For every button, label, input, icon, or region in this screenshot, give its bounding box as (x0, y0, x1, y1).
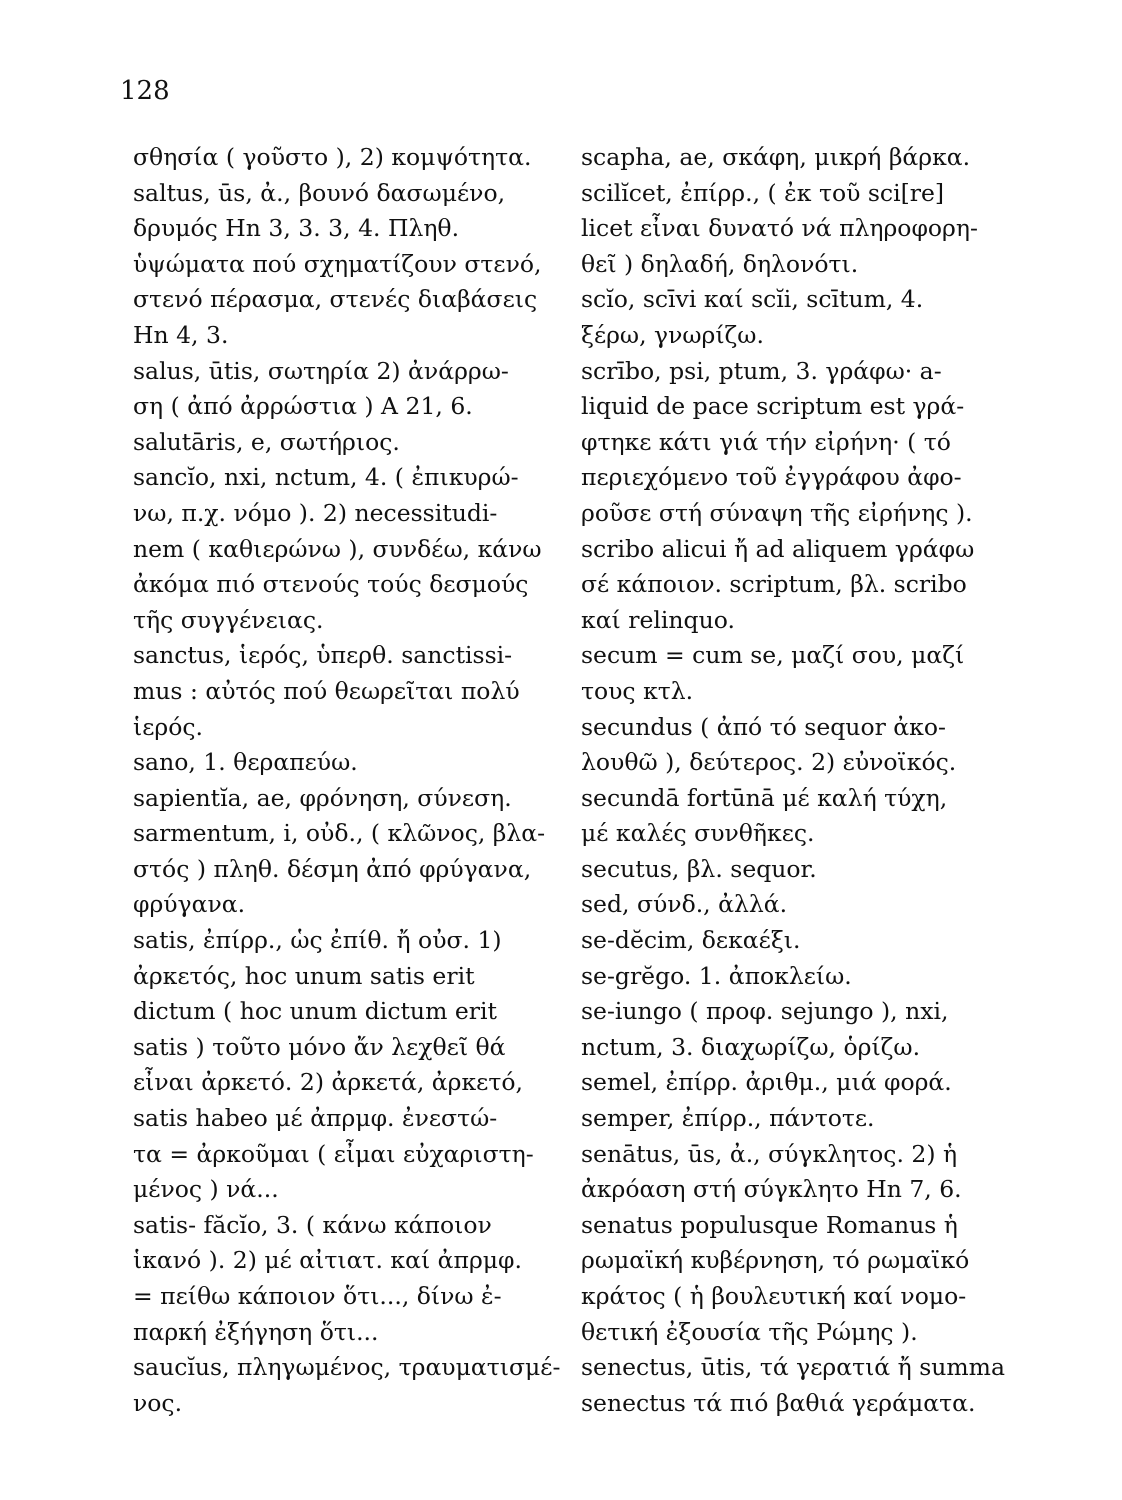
dictionary-line: καί relinquo. (581, 605, 735, 634)
dictionary-line: τῆς συγγένειας. (133, 605, 324, 634)
dictionary-line: περιεχόμενο τοῦ ἐγγράφου ἀφο- (581, 463, 962, 492)
dictionary-line: σθησία ( γοῦστο ), 2) κομψότητα. (133, 143, 532, 171)
dictionary-line: θετική ἐξουσία τῆς Ρώμης ). (581, 1317, 918, 1346)
dictionary-line: scribo alicui ἤ ad aliquem γράφω (581, 534, 975, 563)
dictionary-line: se-grĕgo. 1. ἀποκλείω. (581, 961, 852, 990)
right-column (581, 140, 1051, 1421)
dictionary-line: sano, 1. θεραπεύω. (133, 748, 358, 777)
dictionary-line: λουθῶ ), δεύτερος. 2) εὐνοϊκός. (581, 748, 957, 777)
page-number: 128 (120, 76, 170, 106)
dictionary-line: saucĭus, πληγωμένος, τραυματισμέ- (133, 1353, 561, 1382)
dictionary-line: = πείθω κάποιον ὅτι..., δίνω ἐ- (133, 1282, 502, 1310)
dictionary-line: mus : αὐτός πού θεωρεῖται πολύ (133, 676, 520, 705)
dictionary-line: ξέρω, γνωρίζω. (581, 320, 764, 349)
dictionary-line: sed, σύνδ., ἀλλά. (581, 890, 788, 919)
dictionary-line: παρκή ἐξήγηση ὅτι... (133, 1317, 379, 1346)
dictionary-line: se-dĕcim, δεκαέξι. (581, 926, 801, 955)
dictionary-line: Hn 4, 3. (133, 320, 229, 349)
dictionary-line: ση ( ἀπό ἀρρώστια ) A 21, 6. (133, 392, 473, 421)
dictionary-line: nem ( καθιερώνω ), συνδέω, κάνω (133, 534, 542, 563)
dictionary-line: satis habeo μέ ἀπρμφ. ἐνεστώ- (133, 1104, 498, 1133)
dictionary-line: semel, ἐπίρρ. ἀριθμ., μιά φορά. (581, 1068, 952, 1097)
dictionary-line: ἀρκετός, hoc unum satis erit (133, 961, 475, 990)
dictionary-line: ἱκανό ). 2) μέ αἰτιατ. καί ἀπρμφ. (133, 1246, 522, 1275)
dictionary-line: φρύγανα. (133, 890, 246, 919)
dictionary-line: secum = cum se, μαζί σου, μαζί (581, 641, 965, 670)
dictionary-line: se-iungo ( προφ. sejungo ), nxi, (581, 997, 949, 1026)
dictionary-line: σέ κάποιον. scriptum, βλ. scribo (581, 570, 967, 599)
dictionary-line: ροῦσε στή σύναψη τῆς εἰρήνης ). (581, 498, 973, 527)
dictionary-line: secundus ( ἀπό τό sequor ἀκο- (581, 712, 946, 741)
left-column (133, 140, 561, 1421)
dictionary-line: sanctus, ἱερός, ὑπερθ. sanctissi- (133, 641, 513, 670)
dictionary-line: τα = ἀρκοῦμαι ( εἶμαι εὐχαριστη- (133, 1139, 534, 1168)
dictionary-line: scilĭcet, ἐπίρρ., ( ἐκ τοῦ sci[re] (581, 178, 945, 207)
dictionary-line: ἱερός. (133, 712, 203, 741)
dictionary-line: scapha, ae, σκάφη, μικρή βάρκα. (581, 143, 971, 171)
dictionary-line: scrībo, psi, ptum, 3. γράφω· a- (581, 356, 942, 385)
dictionary-line: ὑψώματα πού σχηματίζουν στενό, (133, 249, 542, 278)
dictionary-line: εἶναι ἀρκετό. 2) ἀρκετά, ἀρκετό, (133, 1068, 523, 1097)
dictionary-line: φτηκε κάτι γιά τήν εἰρήνη· ( τό (581, 427, 951, 456)
dictionary-line: satis, ἐπίρρ., ὡς ἐπίθ. ἤ οὐσ. 1) (133, 926, 502, 955)
dictionary-line: ἀκόμα πιό στενούς τούς δεσμούς (133, 570, 529, 599)
dictionary-line: licet εἶναι δυνατό νά πληροφορη- (581, 214, 978, 243)
dictionary-line: senatus populusque Romanus ἡ (581, 1210, 958, 1239)
dictionary-line: μέ καλές συνθῆκες. (581, 819, 815, 848)
dictionary-line: στός ) πληθ. δέσμη ἀπό φρύγανα, (133, 854, 532, 883)
dictionary-line: μένος ) νά... (133, 1175, 279, 1204)
dictionary-line: saltus, ūs, ἀ., βουνό δασωμένο, (133, 178, 506, 207)
dictionary-line: senectus, ūtis, τά γερατιά ἤ summa (581, 1353, 1005, 1382)
dictionary-line: νω, π.χ. νόμο ). 2) necessitudi- (133, 498, 498, 527)
dictionary-line: sarmentum, i, οὐδ., ( κλῶνος, βλα- (133, 819, 546, 848)
dictionary-line: sancĭo, nxi, nctum, 4. ( ἐπικυρώ- (133, 463, 519, 492)
dictionary-line: στενό πέρασμα, στενές διαβάσεις (133, 285, 538, 314)
dictionary-line: κράτος ( ἡ βουλευτική καί νομο- (581, 1282, 967, 1310)
dictionary-line: senectus τά πιό βαθιά γεράματα. (581, 1388, 976, 1417)
dictionary-line: θεῖ ) δηλαδή, δηλονότι. (581, 249, 859, 278)
dictionary-line: sapientĭa, ae, φρόνηση, σύνεση. (133, 783, 512, 812)
dictionary-line: salus, ūtis, σωτηρία 2) ἀνάρρω- (133, 356, 509, 385)
dictionary-line: ρωμαϊκή κυβέρνηση, τό ρωμαϊκό (581, 1246, 970, 1275)
dictionary-line: liquid de pace scriptum est γρά- (581, 392, 965, 421)
dictionary-line: secundā fortūnā μέ καλή τύχη, (581, 783, 948, 812)
dictionary-line: satis ) τοῦτο μόνο ἄν λεχθεῖ θά (133, 1032, 506, 1061)
dictionary-line: senātus, ūs, ἀ., σύγκλητος. 2) ἡ (581, 1139, 958, 1168)
dictionary-line: τους κτλ. (581, 676, 694, 705)
dictionary-line: δρυμός Hn 3, 3. 3, 4. Πληθ. (133, 214, 460, 243)
dictionary-line: νος. (133, 1388, 183, 1417)
dictionary-line: satis- făcĭo, 3. ( κάνω κάποιον (133, 1210, 492, 1239)
dictionary-line: semper, ἐπίρρ., πάντοτε. (581, 1104, 875, 1133)
dictionary-line: salutāris, e, σωτήριος. (133, 427, 400, 456)
dictionary-line: ἀκρόαση στή σύγκλητο Hn 7, 6. (581, 1175, 962, 1204)
dictionary-line: scĭo, scīvi καί scĭi, scītum, 4. (581, 285, 924, 314)
dictionary-line: dictum ( hoc unum dictum erit (133, 997, 497, 1026)
dictionary-line: nctum, 3. διαχωρίζω, ὁρίζω. (581, 1032, 921, 1061)
dictionary-line: secutus, βλ. sequor. (581, 854, 817, 883)
